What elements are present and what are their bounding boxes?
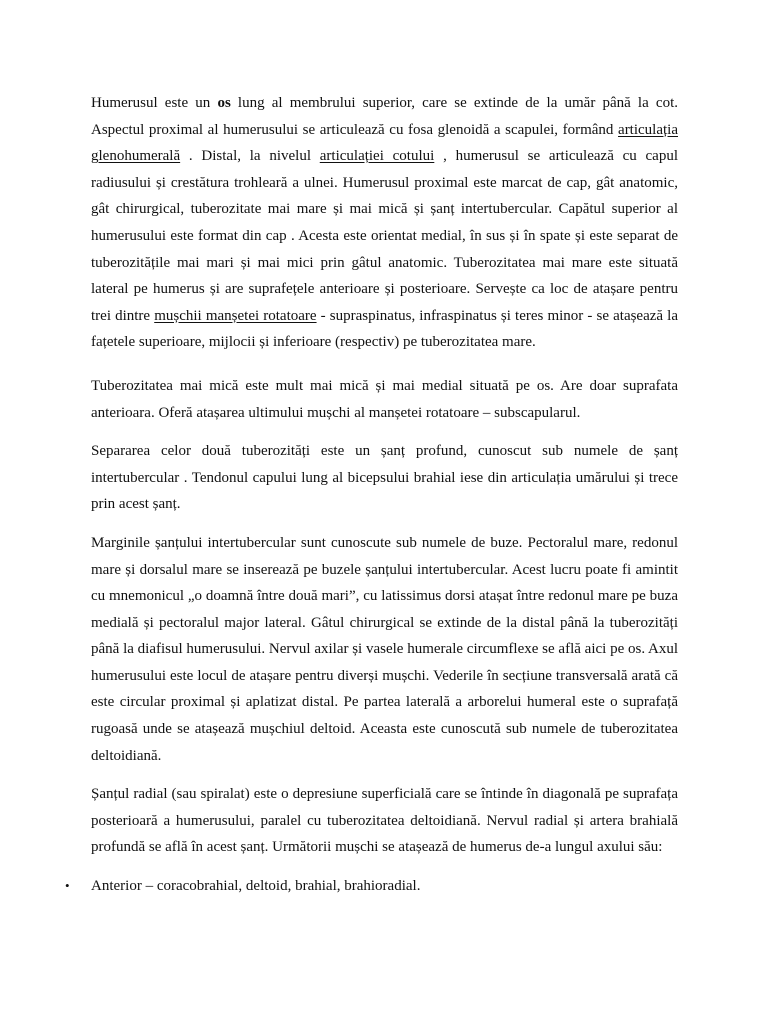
text-span: , humerusul se articulează cu capul radiusului și crestătura trohleară a ulnei. Humerusul proximal este marcat de cap, gât anatomic, gât chirurgical, tuberozitate mai mare și mai mică și șanț intertubercular. Capătul superior al humerusului este format din cap . Acesta este orientat medial, în sus și în spate și este separat de tuberozitățile mai mari și mai mici prin gâtul anatomic. Tuberozitatea mai mare este situată lateral pe humerus și are suprafețele anterioare și posterioare. Servește ca loc de atașare pentru trei dintre: [91, 148, 679, 324]
link-elbow-joint[interactable]: articulației cotului: [319, 148, 435, 165]
paragraph-humerus-intro: [91, 90, 678, 356]
link-glenohumeral-joint[interactable]: articulația glenohumerală: [91, 121, 678, 165]
list-item-text: Anterior – coracobrahial, deltoid, brahial, brahioradial.: [91, 878, 421, 895]
paragraph-groove-margins: Marginile șanțului intertubercular sunt cunoscute sub numele de buze. Pectoralul mare, redonul mare și dorsalul mare se inserează pe buzele șanțului intertubercular. Acest lucru poate fi amintit cu mnemonicul „o doamnă între două mari”, cu latissimus dorsi atașat între redonul mare pe buza medială și pectoralul major lateral. Gâtul chirurgical se extinde de la distal până la tuberozități până la diafisul humerusului. Nervul axilar și vasele humerale circumflexe se află aici pe os. Axul humerusului este locul de atașare pentru diverși mușchi. Vederile în secțiune transversală arată că este circular proximal și aplatizat distal. Pe partea laterală a arborelui humeral este o suprafață rugoasă unde se atașează mușchiul deltoid. Aceasta este cunoscută sub numele de tuberozitatea deltoidiană.: [91, 534, 678, 764]
text-span: . Distal, la nivelul: [180, 148, 320, 165]
bullet-icon: •: [65, 878, 70, 894]
muscle-attachment-list: [65, 873, 678, 900]
link-rotator-cuff-muscles[interactable]: mușchii manșetei rotatoare: [154, 307, 317, 324]
text-span: Humerusul este un: [91, 95, 218, 111]
list-item: [65, 873, 678, 900]
text-span: lung al membrului superior, care se extinde de la umăr până la cot. Aspectul proximal al humerusului se articulează cu fosa glenoidă a scapulei, formând: [91, 95, 678, 138]
paragraph-radial-groove: Șanțul radial (sau spiralat) este o depresiune superficială care se întinde în diagonală pe suprafața posterioară a humerusului, paralel cu tuberozitatea deltoidiană. Nervul radial și artera brahială profundă se află în acest șanț. Următorii mușchi se atașează de humerus de-a lungul axului său:: [91, 786, 678, 856]
text-span: - supraspinatus, infraspinatus și teres minor - se atașează la fațetele superioare, mijlocii și inferioare (respectiv) pe tuberozitatea mare.: [91, 307, 679, 351]
paragraph-intertubercular-groove: Separarea celor două tuberozități este un șanț profund, cunoscut sub numele de șanț intertubercular . Tendonul capului lung al bicepsului brahial iese din articulația umărului și trece prin acest șanț.: [91, 443, 678, 513]
paragraph-lesser-tuberosity: Tuberozitatea mai mică este mult mai mică și mai medial situată pe os. Are doar suprafata anterioara. Oferă atașarea ultimului mușchi al manșetei rotatoare – subscapularul.: [91, 377, 678, 421]
document-body: [65, 90, 679, 900]
bold-term-os: os: [217, 95, 231, 111]
